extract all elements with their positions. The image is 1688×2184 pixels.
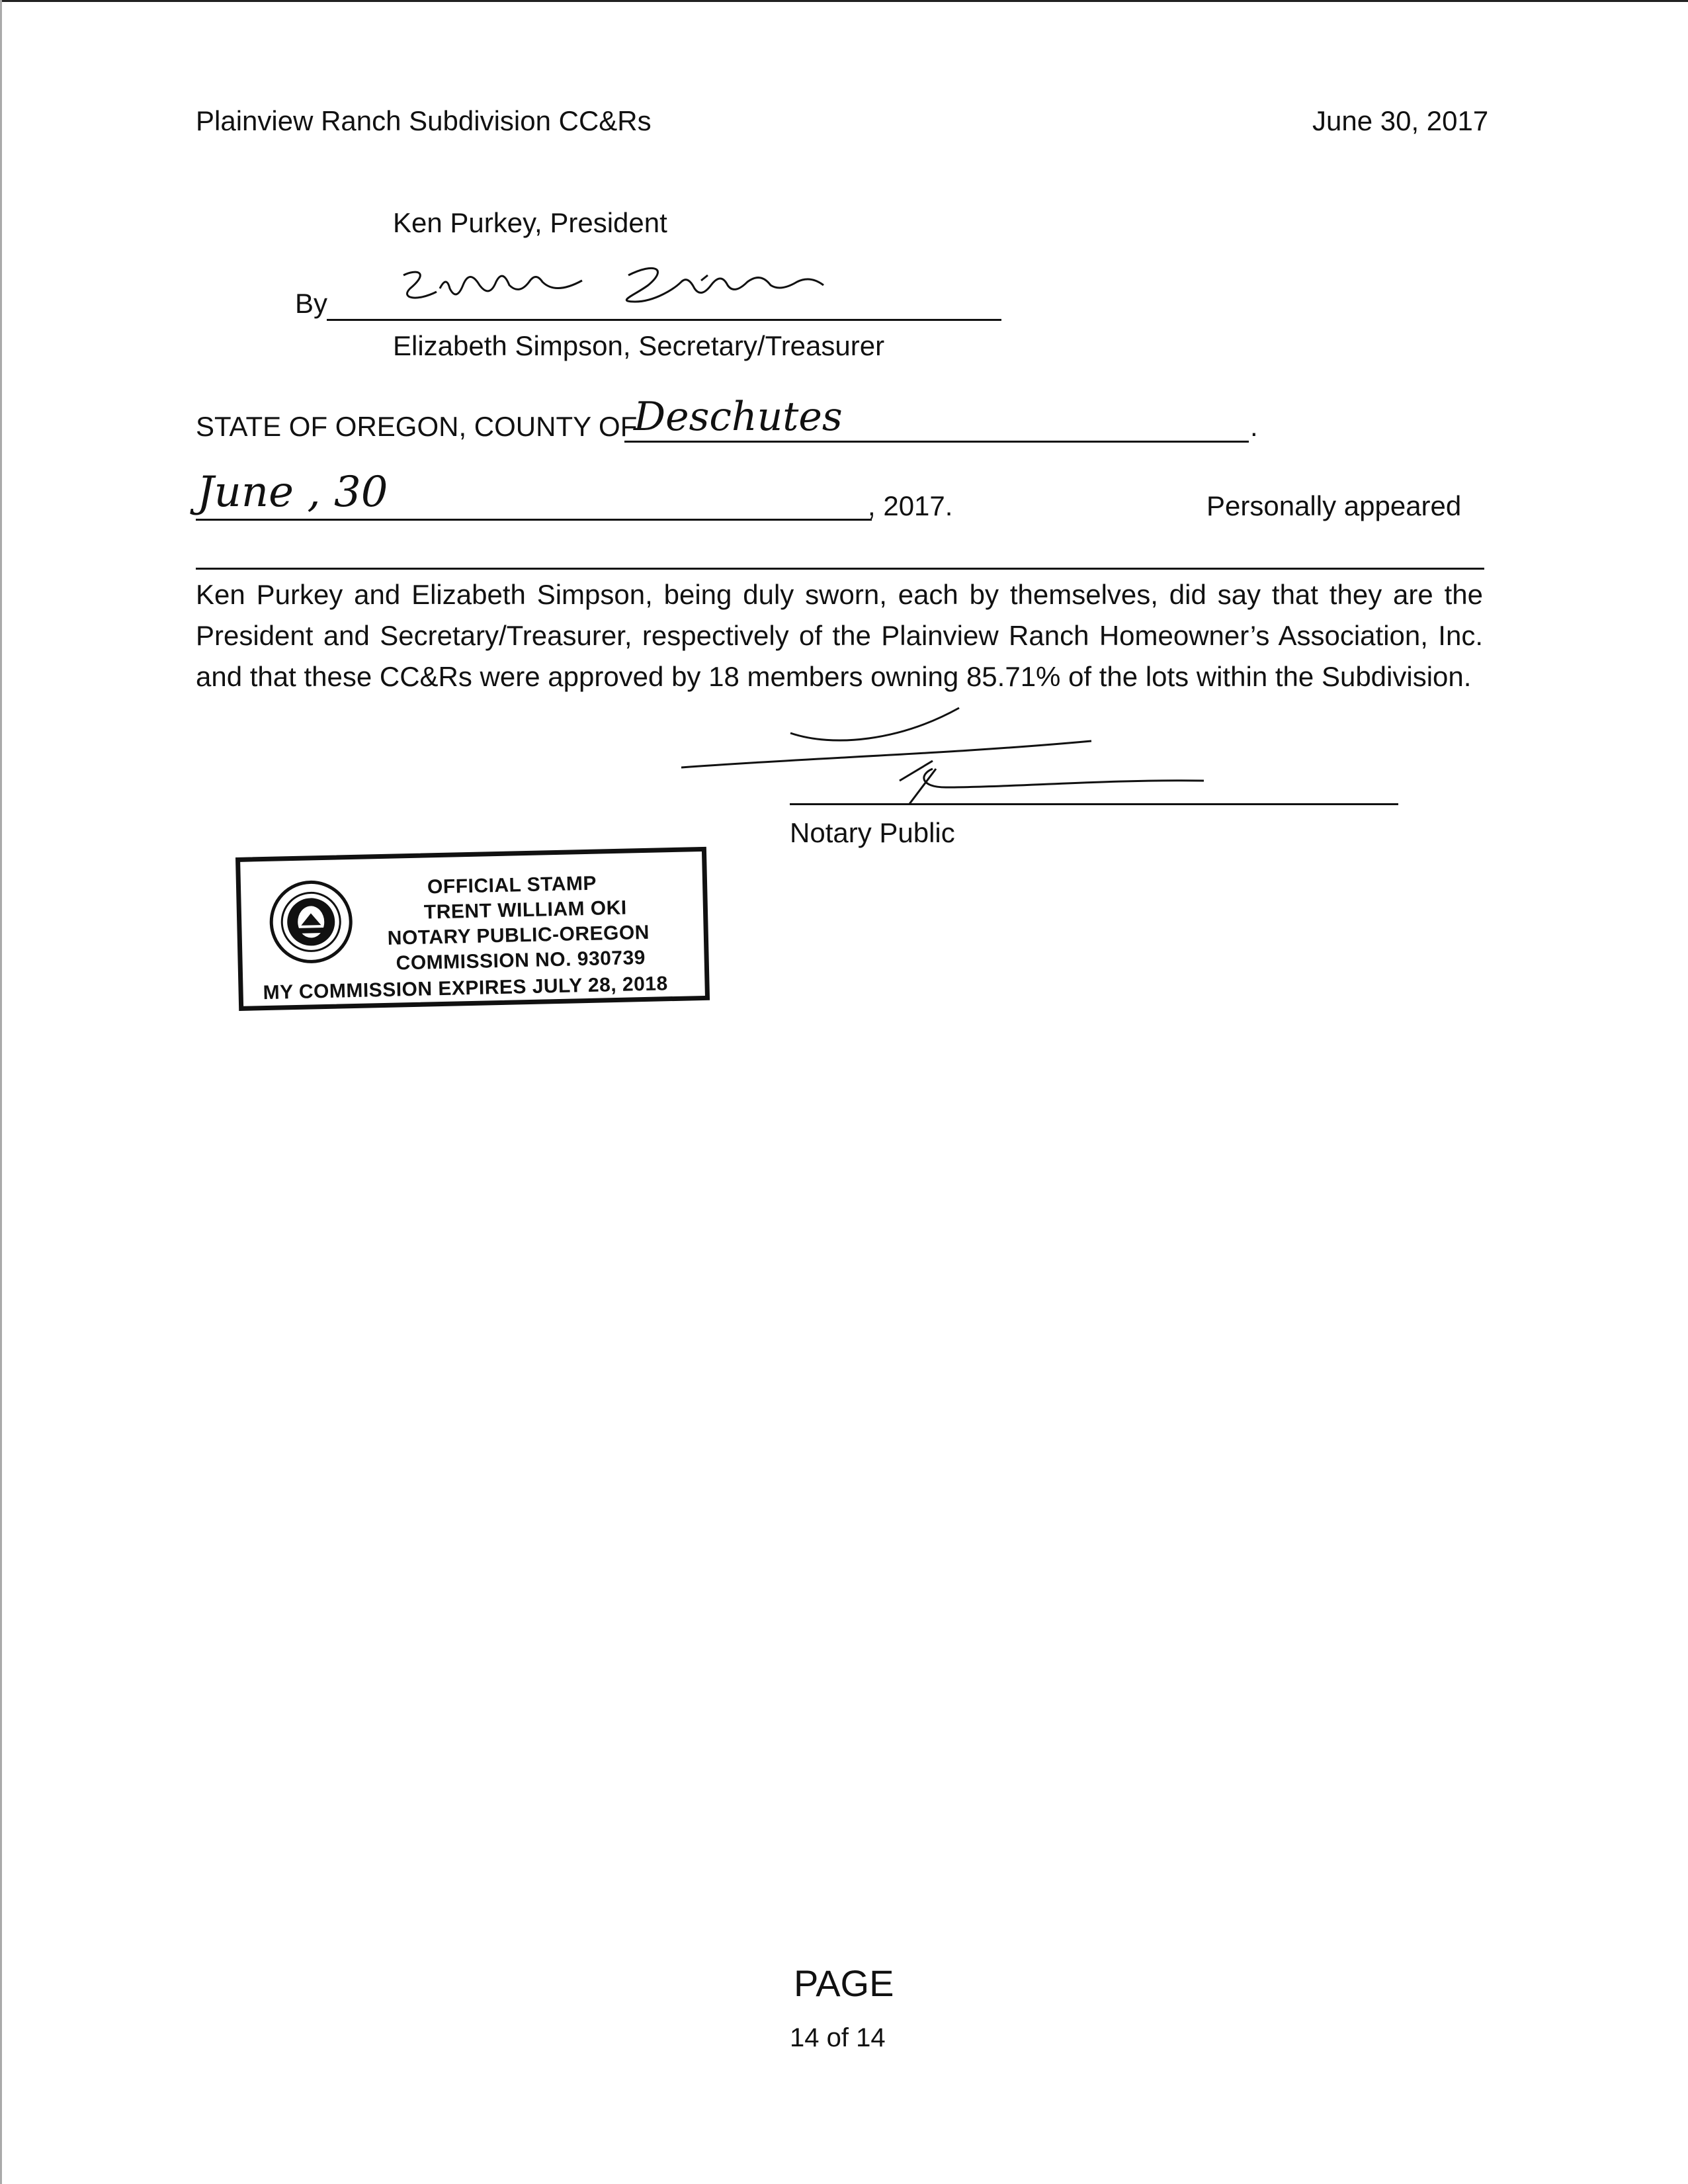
president-name-line: Ken Purkey, President bbox=[393, 207, 667, 238]
secretary-name-line: Elizabeth Simpson, Secretary/Treasurer bbox=[393, 330, 885, 361]
year-suffix: , 2017. bbox=[868, 490, 953, 521]
paragraph-rule bbox=[196, 568, 1484, 570]
county-fill-line bbox=[624, 441, 1249, 443]
stamp-notary-state: NOTARY PUBLIC-OREGON bbox=[387, 921, 650, 949]
document-title: Plainview Ranch Subdivision CC&Rs bbox=[196, 105, 652, 136]
stamp-commission-number: COMMISSION NO. 930739 bbox=[396, 946, 646, 975]
secretary-signature-image bbox=[390, 262, 880, 322]
scan-edge-top bbox=[0, 0, 1688, 2]
stamp-title: OFFICIAL STAMP bbox=[427, 872, 597, 898]
oregon-state-seal-icon bbox=[267, 878, 355, 966]
stamp-notary-name: TRENT WILLIAM OKI bbox=[423, 896, 628, 924]
date-fill-line bbox=[196, 519, 872, 521]
footer-page-count: 14 of 14 bbox=[790, 2023, 886, 2052]
notary-signature-line bbox=[790, 803, 1398, 805]
official-notary-stamp bbox=[235, 847, 710, 1011]
footer-page-label: PAGE bbox=[794, 1962, 894, 2004]
state-county-label: STATE OF OREGON, COUNTY OF bbox=[196, 411, 638, 442]
notary-signature-image bbox=[681, 688, 1277, 820]
acknowledgment-paragraph: Ken Purkey and Elizabeth Simpson, being duly sworn, each by themselves, did say that they are the President and Secretary/Treasurer, respectively of the Plainview Ranch Homeowner’s Association, Inc. and that these CC&Rs were approved by 18 members owning 85.71% of the lots within the Subdivision. bbox=[196, 579, 1483, 692]
date-handwritten: June , 30 bbox=[197, 468, 388, 517]
document-date: June 30, 2017 bbox=[1312, 105, 1489, 136]
county-period: . bbox=[1250, 411, 1258, 442]
county-handwritten: Deschutes bbox=[634, 394, 843, 440]
scan-edge-left bbox=[0, 0, 2, 2184]
notary-public-label: Notary Public bbox=[790, 817, 955, 848]
personally-appeared-text: Personally appeared bbox=[1206, 490, 1462, 521]
by-label: By bbox=[295, 288, 328, 319]
stamp-commission-expiry: MY COMMISSION EXPIRES JULY 28, 2018 bbox=[263, 973, 669, 1004]
